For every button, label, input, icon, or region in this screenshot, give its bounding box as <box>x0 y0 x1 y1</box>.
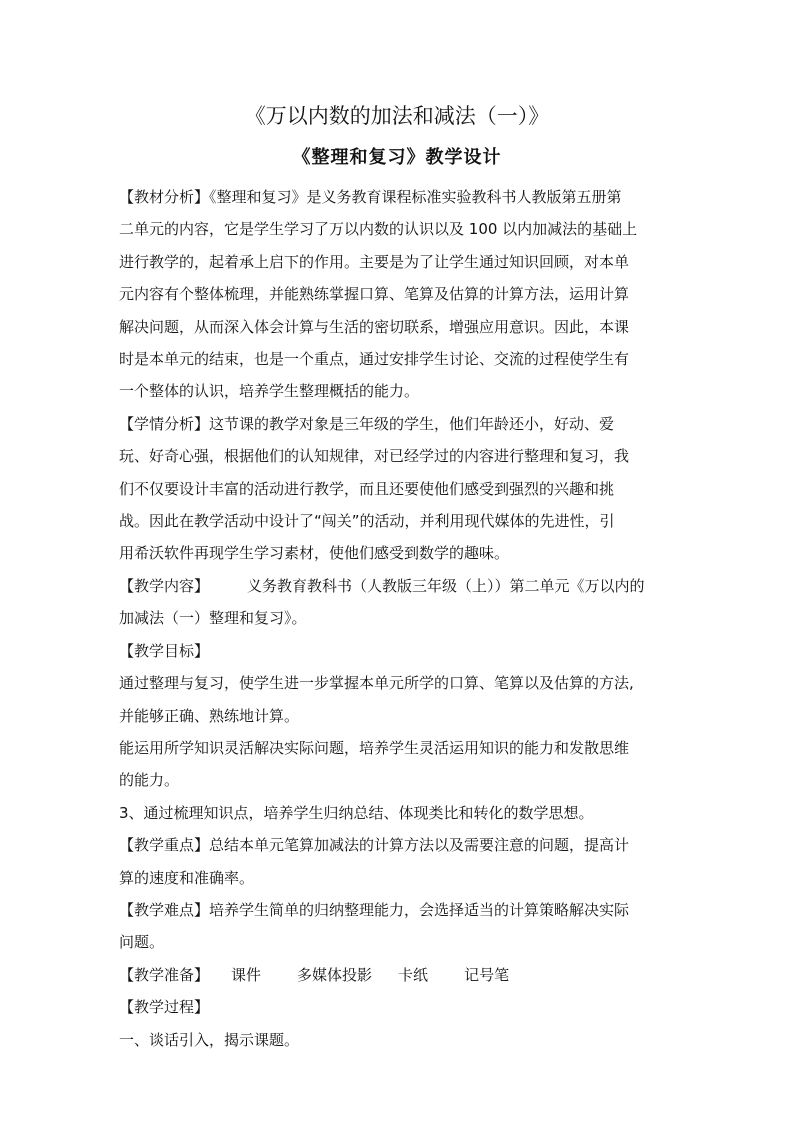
paragraph-line: 解决问题，从而深入体会计算与生活的密切联系，增强应用意识。因此，本课 <box>119 317 630 336</box>
section-label: 【教学难点】 <box>119 900 210 919</box>
paragraph-line: 问题。 <box>119 933 165 952</box>
paragraph-line: 玩、好奇心强，根据他们的认知规律，对已经学过的内容进行整理和复习，我 <box>119 447 630 466</box>
section-student-analysis <box>119 408 675 570</box>
section-label: 【教学过程】 <box>119 998 210 1017</box>
paragraph-line: 的能力。 <box>119 771 180 790</box>
document-title: 《万以内数的加法和减法（一）》 <box>244 104 550 128</box>
section-key-points <box>119 829 675 894</box>
prep-item: 多媒体投影 <box>297 965 373 984</box>
section-teaching-content <box>119 570 675 635</box>
paragraph-line: 进行教学的，起着承上启下的作用。主要是为了让学生通过知识回顾，对本单 <box>119 252 630 271</box>
prep-item: 卡纸 <box>398 965 429 984</box>
paragraph-line: 一个整体的认识，培养学生整理概括的能力。 <box>119 382 420 401</box>
prep-item: 记号笔 <box>464 965 510 984</box>
paragraph-line: 们不仅要设计丰富的活动进行教学，而且还要使他们感受到强烈的兴趣和挑 <box>119 479 615 498</box>
paragraph-line: 总结本单元笔算加减法的计算方法以及需要注意的问题，提高计 <box>209 836 630 855</box>
section-process <box>119 991 675 1056</box>
prep-item: 课件 <box>231 965 262 984</box>
paragraph-line: 通过整理与复习，使学生进一步掌握本单元所学的口算、笔算以及估算的方法, <box>119 674 634 693</box>
section-difficulties <box>119 894 675 959</box>
paragraph-line: 二单元的内容，它是学生学习了万以内数的认识以及 100 以内加减法的基础上 <box>119 220 638 239</box>
section-label: 【教学内容】 <box>119 576 210 595</box>
section-label: 【教学准备】 <box>119 965 210 984</box>
paragraph-line: 算的速度和准确率。 <box>119 868 255 887</box>
section-label: 【教材分析】 <box>119 188 210 206</box>
section-label: 【学情分析】 <box>119 414 210 433</box>
paragraph-line: 3、通过梳理知识点，培养学生归纳总结、体现类比和转化的数学思想。 <box>119 803 594 822</box>
section-label: 【教学重点】 <box>119 836 210 855</box>
paragraph-line: 《整理和复习》是义务教育课程标准实验教科书人教版第五册第 <box>209 188 622 206</box>
document-body <box>119 181 675 1056</box>
paragraph-line: 用希沃软件再现学生学习素材，使他们感受到数学的趣味。 <box>119 544 510 563</box>
document-subtitle: 《整理和复习》教学设计 <box>292 147 502 168</box>
section-preparation <box>119 959 675 991</box>
paragraph-line: 时是本单元的结束，也是一个重点，通过安排学生讨论、交流的过程使学生有 <box>119 350 630 369</box>
paragraph-line: 义务教育教科书（人教版三年级（上））第二单元《万以内的 <box>247 576 645 595</box>
section-material-analysis <box>119 181 675 408</box>
section-teaching-goals <box>119 635 675 829</box>
section-label: 【教学目标】 <box>119 641 210 660</box>
paragraph-line: 一、谈话引入，揭示课题。 <box>119 1030 300 1049</box>
paragraph-line: 并能够正确、熟练地计算。 <box>119 706 300 725</box>
paragraph-line: 加减法（一）整理和复习》。 <box>119 609 307 628</box>
paragraph-line: 这节课的教学对象是三年级的学生，他们年龄还小，好动、爱 <box>209 414 615 433</box>
paragraph-line: 能运用所学知识灵活解决实际问题，培养学生灵活运用知识的能力和发散思维 <box>119 738 630 757</box>
paragraph-line: 战。因此在教学活动中设计了“闯关”的活动，并利用现代媒体的先进性，引 <box>119 512 615 531</box>
paragraph-line: 元内容有个整体梳理，并能熟练掌握口算、笔算及估算的计算方法，运用计算 <box>119 285 630 304</box>
paragraph-line: 培养学生简单的归纳整理能力，会选择适当的计算策略解决实际 <box>209 900 630 919</box>
